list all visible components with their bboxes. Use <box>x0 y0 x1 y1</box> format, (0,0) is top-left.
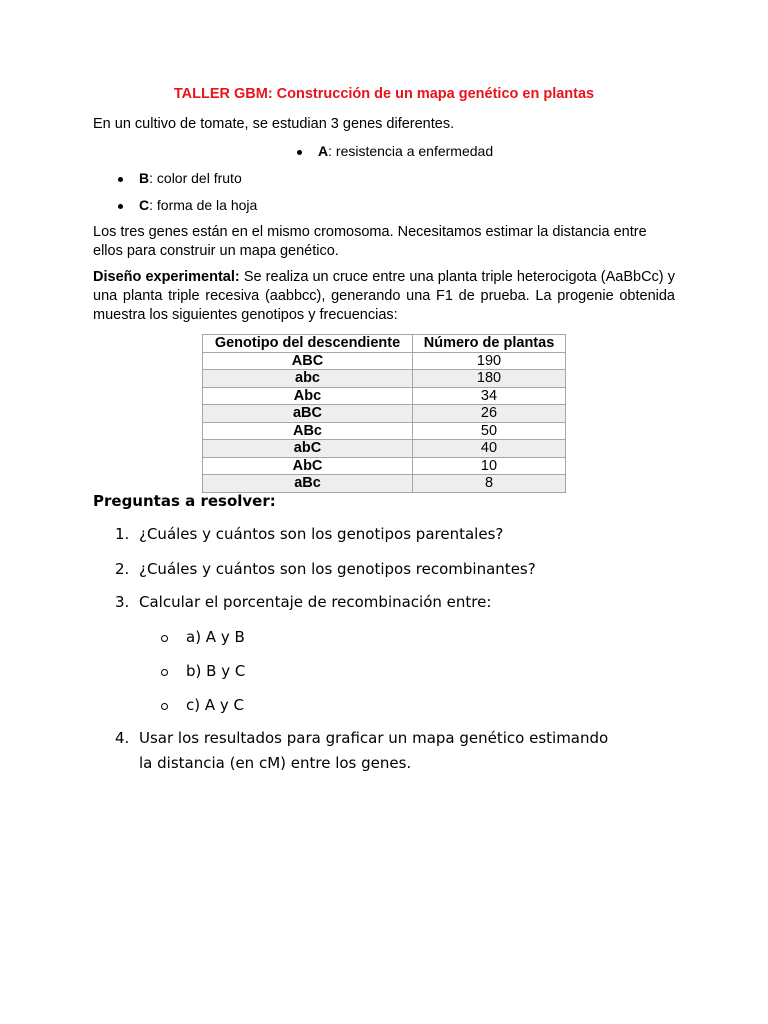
count-cell: 26 <box>413 405 566 423</box>
gene-item-c <box>139 196 257 215</box>
bullet-icon <box>118 204 123 209</box>
table-row <box>203 370 566 388</box>
question-number: 4. <box>115 729 130 747</box>
count-cell: 190 <box>413 352 566 370</box>
design-label: Diseño experimental: <box>93 269 240 285</box>
count-cell: 8 <box>413 475 566 493</box>
genotype-table <box>202 334 566 493</box>
genotype-cell: ABC <box>203 352 413 370</box>
table-row <box>203 422 566 440</box>
table-row <box>203 475 566 493</box>
gene-description: : forma de la hoja <box>149 197 258 213</box>
count-cell: 50 <box>413 422 566 440</box>
genotype-cell: AbC <box>203 457 413 475</box>
circle-bullet-icon <box>161 703 168 710</box>
genotype-cell: abc <box>203 370 413 388</box>
genotype-cell: abC <box>203 440 413 458</box>
circle-bullet-icon <box>161 669 168 676</box>
bullet-icon <box>297 150 302 155</box>
questions-heading: Preguntas a resolver: <box>93 492 276 510</box>
question-text: Calcular el porcentaje de recombinación entre: <box>139 593 492 611</box>
gene-item-b <box>139 169 242 188</box>
table-header: Número de plantas <box>413 335 566 353</box>
design-paragraph <box>93 268 675 325</box>
count-cell: 180 <box>413 370 566 388</box>
gene-description: : color del fruto <box>149 170 242 186</box>
table-row <box>203 440 566 458</box>
genotype-cell: aBc <box>203 475 413 493</box>
question-number: 1. <box>115 525 130 543</box>
table-header: Genotipo del descendiente <box>203 335 413 353</box>
table-header-row <box>203 335 566 353</box>
genotype-cell: aBC <box>203 405 413 423</box>
intro-paragraph: En un cultivo de tomate, se estudian 3 genes diferentes. <box>93 116 455 132</box>
page-title: TALLER GBM: Construcción de un mapa genético en plantas <box>173 86 595 102</box>
bullet-icon <box>118 177 123 182</box>
table-row <box>203 352 566 370</box>
genotype-cell: ABc <box>203 422 413 440</box>
count-cell: 40 <box>413 440 566 458</box>
circle-bullet-icon <box>161 635 168 642</box>
gene-letter: C <box>139 197 150 213</box>
gene-letter: B <box>139 170 150 186</box>
table-row <box>203 457 566 475</box>
question-number: 2. <box>115 560 130 578</box>
subquestion-item: a) A y B <box>186 628 245 646</box>
chromosome-paragraph: Los tres genes están en el mismo cromosoma. Necesitamos estimar la distancia entre ellos para construir un mapa genético. <box>93 224 647 259</box>
gene-description: : resistencia a enfermedad <box>328 143 494 159</box>
subquestion-item: b) B y C <box>186 662 246 680</box>
count-cell: 10 <box>413 457 566 475</box>
gene-item-a <box>318 142 493 161</box>
question-text: Usar los resultados para graficar un mapa genético estimando la distancia (en cM) entre los genes. <box>139 729 609 772</box>
question-text: ¿Cuáles y cuántos son los genotipos parentales? <box>139 525 504 543</box>
design-text: Se realiza un cruce entre una planta triple heterocigota (AaBbCc) y una planta triple recesiva (aabbcc), generando una F1 de prueba. La progenie obtenida muestra los siguientes genotipos y frecuencias: <box>93 269 675 323</box>
count-cell: 34 <box>413 387 566 405</box>
gene-letter: A <box>318 143 329 159</box>
question-number: 3. <box>115 593 130 611</box>
subquestion-item: c) A y C <box>186 696 245 714</box>
table-row <box>203 405 566 423</box>
genotype-cell: Abc <box>203 387 413 405</box>
table-row <box>203 387 566 405</box>
question-text: ¿Cuáles y cuántos son los genotipos recombinantes? <box>139 560 536 578</box>
